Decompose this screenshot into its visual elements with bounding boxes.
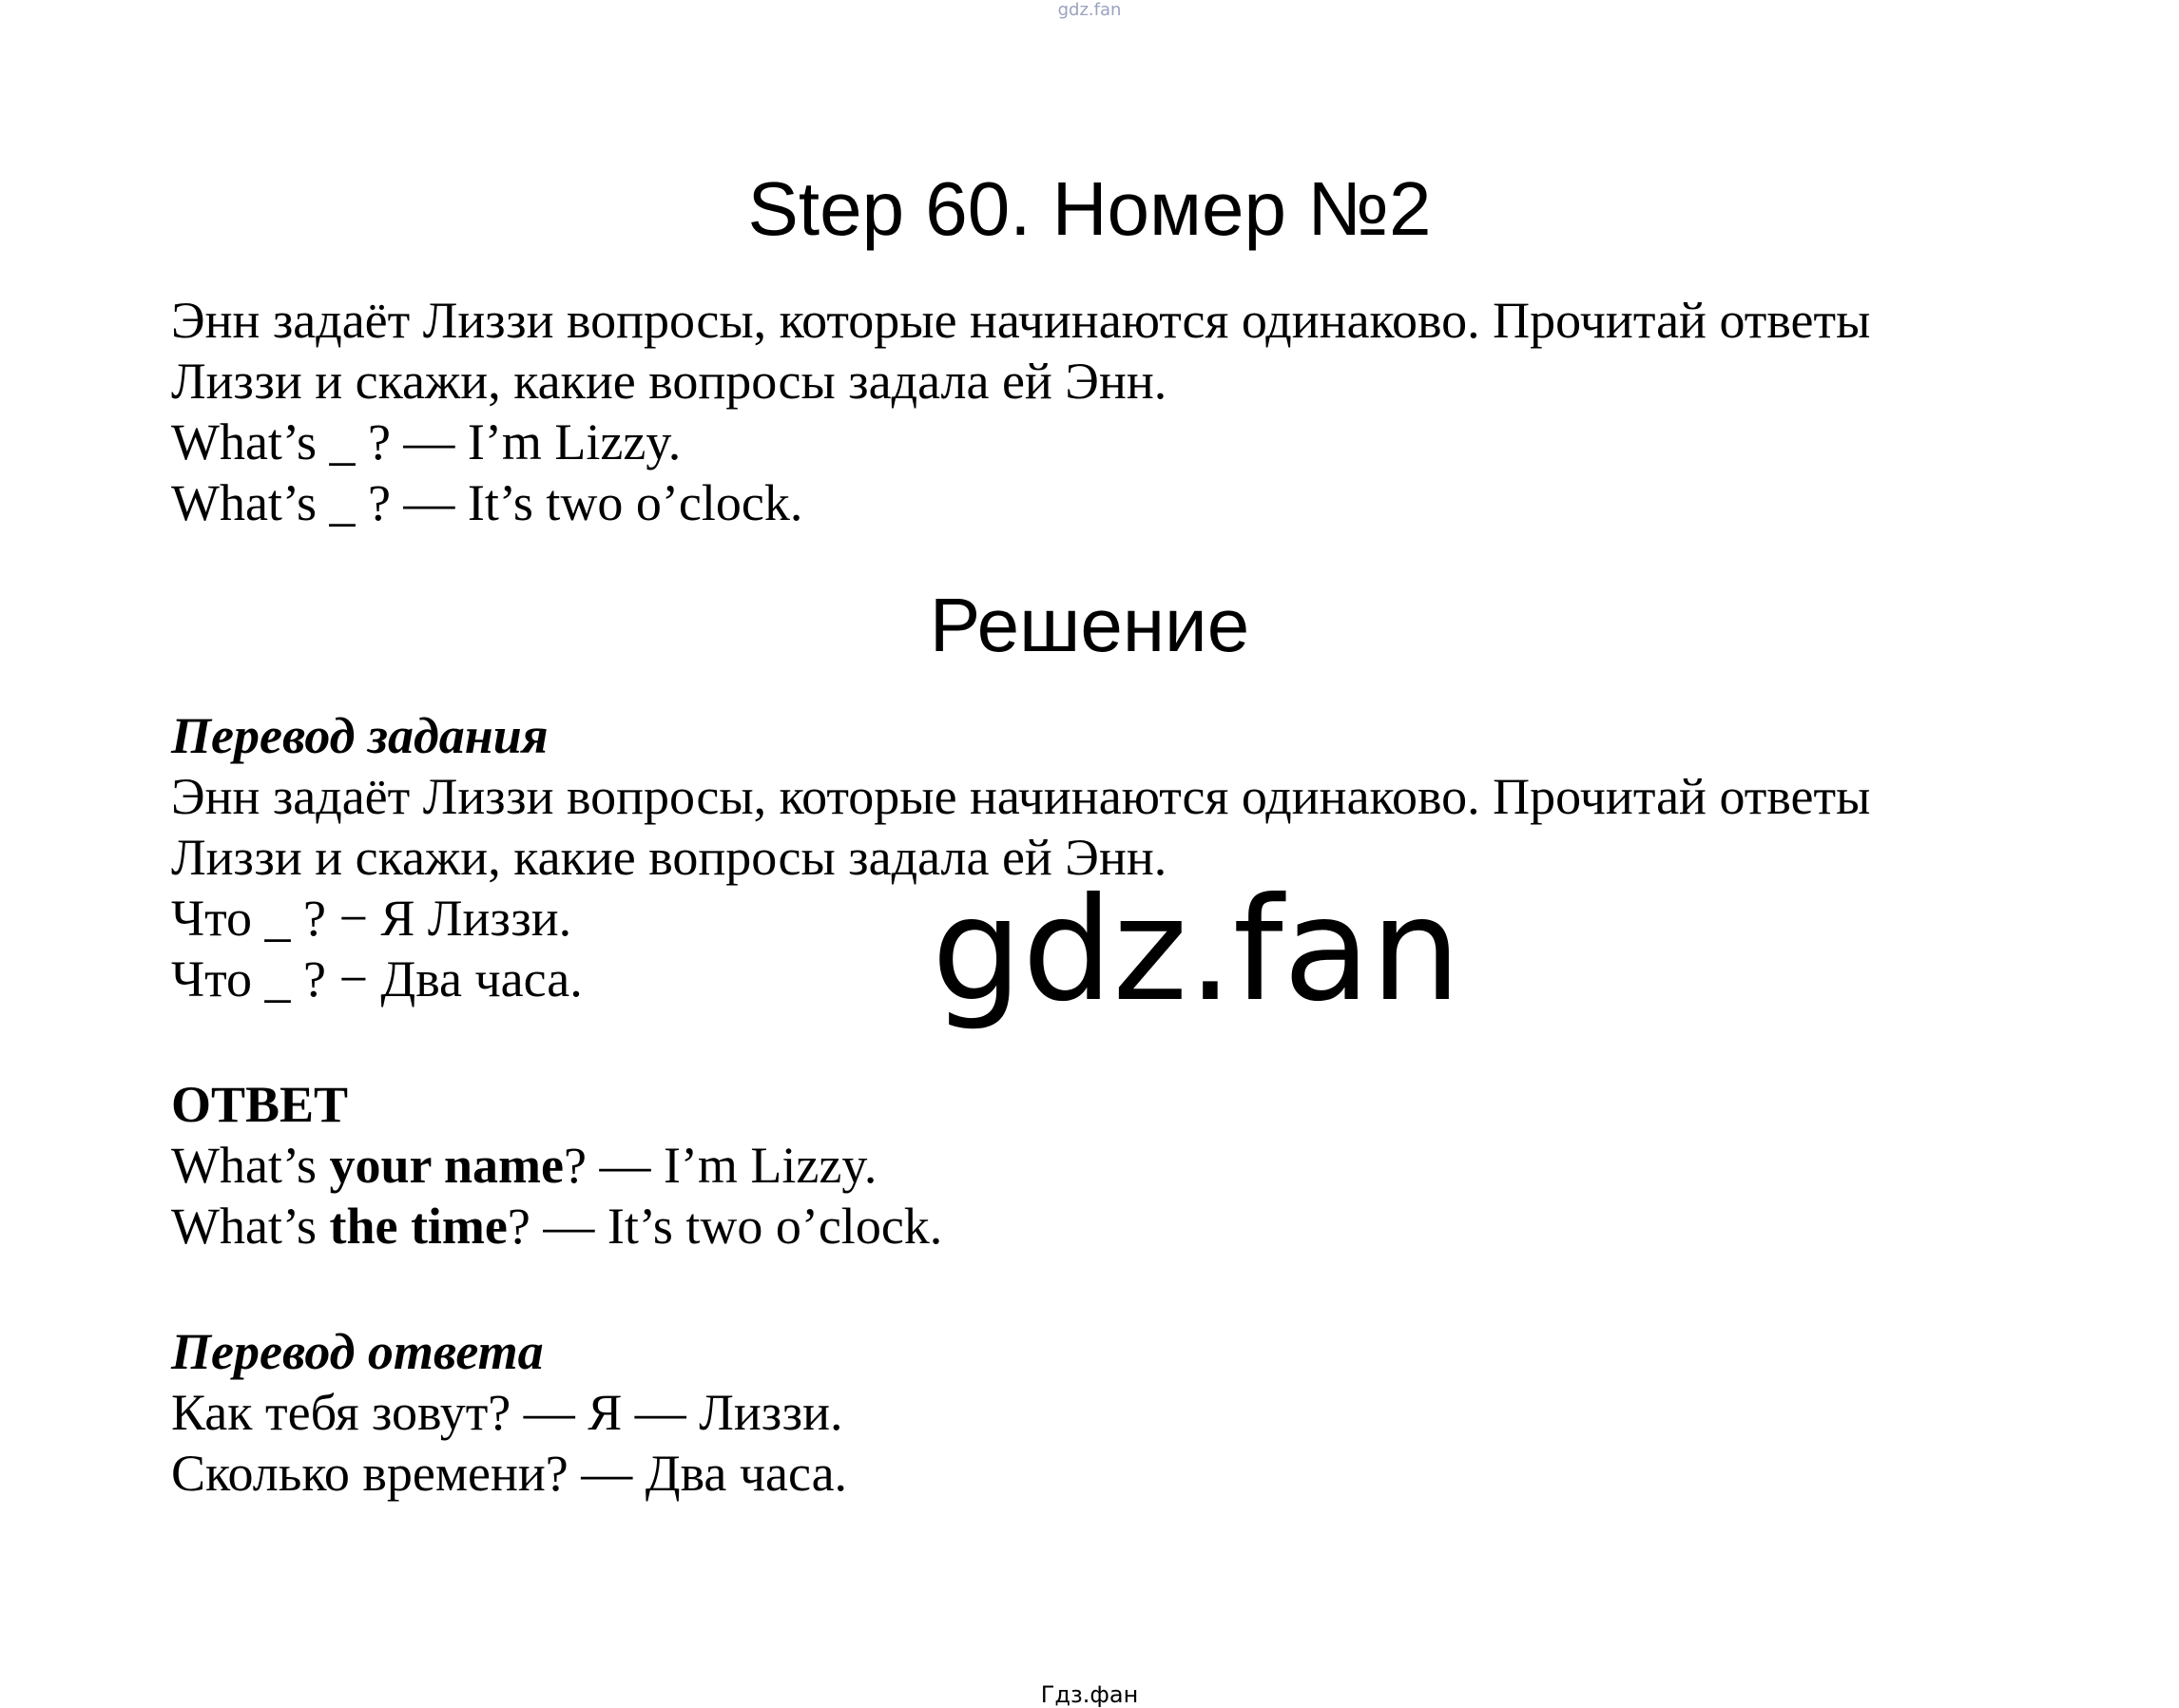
answer-fill: your name — [329, 1137, 564, 1194]
task-translation-heading: Перевод задания — [171, 707, 549, 764]
top-watermark: gdz.fan — [1057, 0, 1122, 20]
translation-line: Что _ ? − Я Лиззи. — [171, 890, 572, 947]
answer-translation-line: Как тебя зовут? — Я — Лиззи. — [171, 1384, 843, 1441]
center-watermark: gdz.fan — [932, 868, 1461, 1033]
solution-heading: Решение — [929, 583, 1250, 667]
task-line: What’s _ ? — I’m Lizzy. — [171, 413, 682, 470]
bottom-watermark: Гдз.фан — [1040, 1681, 1139, 1708]
task-line: Энн задаёт Лиззи вопросы, которые начинаются одинаково. Прочитай ответы — [171, 292, 1871, 349]
translation-line: Лиззи и скажи, какие вопросы задала ей Энн. — [171, 829, 1167, 886]
translation-line: Что _ ? − Два часа. — [171, 950, 583, 1008]
page-title: Step 60. Номер №2 — [747, 166, 1432, 251]
answer-line-start: What’s — [171, 1137, 330, 1194]
answer-line-start: What’s — [171, 1198, 330, 1255]
answer-line — [171, 1196, 2073, 1257]
task-line: What’s _ ? — It’s two o’clock. — [171, 474, 803, 531]
answer-line-end: ? — I’m Lizzy. — [563, 1137, 877, 1194]
task-line: Лиззи и скажи, какие вопросы задала ей Энн. — [171, 353, 1167, 410]
answer-section — [171, 1074, 2073, 1257]
translation-line: Энн задаёт Лиззи вопросы, которые начинаются одинаково. Прочитай ответы — [171, 768, 1871, 825]
answer-translation — [171, 1321, 2073, 1504]
answer-fill: the time — [329, 1198, 508, 1255]
answer-line-end: ? — It’s two o’clock. — [507, 1198, 943, 1255]
answer-translation-heading: Перевод ответа — [171, 1323, 544, 1380]
answer-translation-line: Сколько времени? — Два часа. — [171, 1445, 848, 1502]
task-text — [171, 290, 2073, 533]
answer-line — [171, 1135, 2073, 1196]
answer-heading: ОТВЕТ — [171, 1076, 349, 1133]
